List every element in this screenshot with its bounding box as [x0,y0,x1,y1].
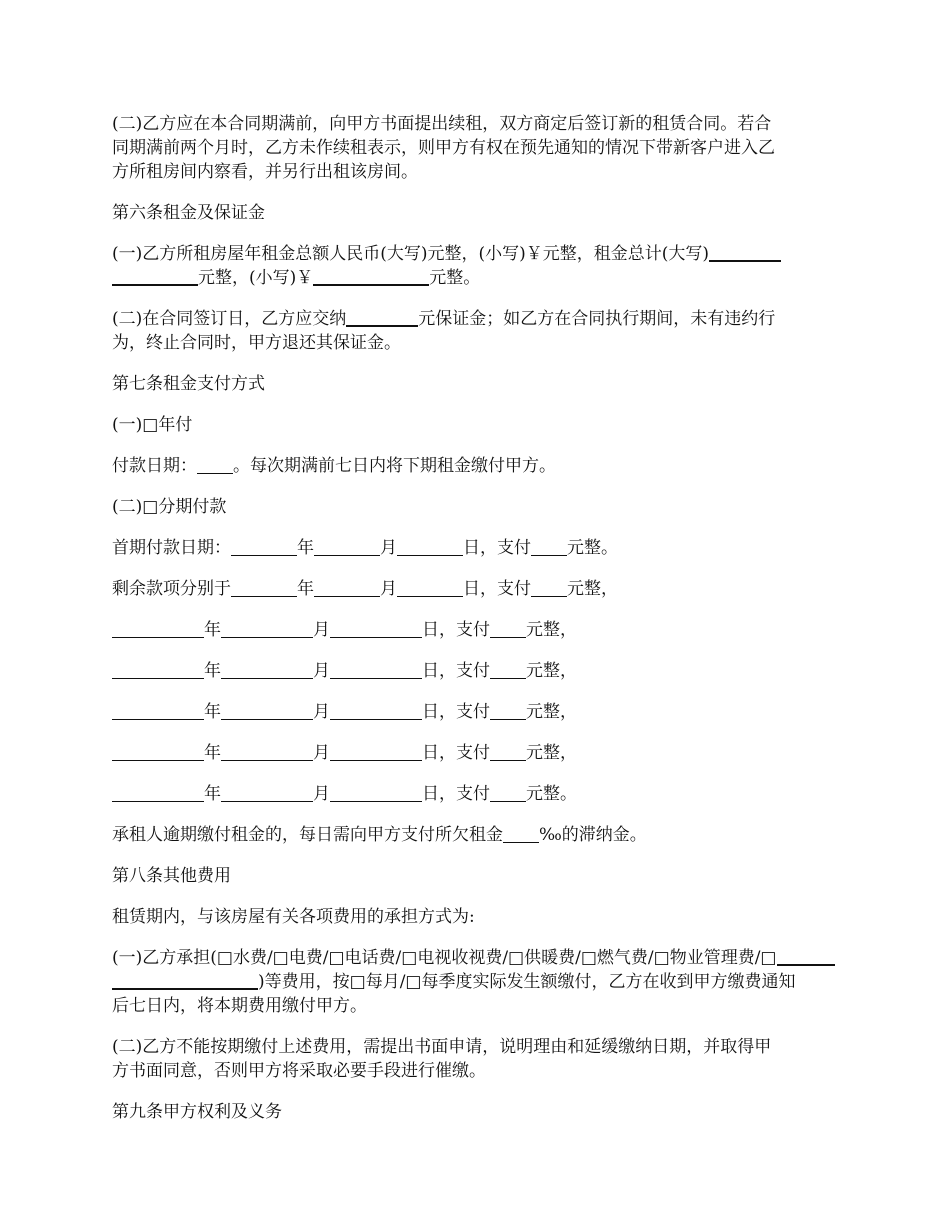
text-span: 月 [313,784,330,804]
text-span: 年 [204,784,221,804]
section-heading: 第九条甲方权利及义务 [112,1102,282,1122]
text-span: 元整。 [429,268,481,288]
text-span: 首期付款日期： [112,538,231,558]
text-line [112,307,838,331]
fill-blank[interactable] [221,742,313,761]
fill-blank[interactable] [231,578,297,597]
text-line [112,536,838,560]
text-line [112,659,838,683]
fill-blank[interactable] [112,619,204,638]
fill-blank[interactable] [397,578,463,597]
fill-blank[interactable] [112,742,204,761]
remaining-payment-line [112,577,838,601]
clause-6-2 [112,307,838,355]
text-line [112,577,838,601]
fill-blank[interactable] [221,619,313,638]
fill-blank[interactable] [313,266,429,286]
fill-blank[interactable] [314,578,380,597]
text-span: 元保证金；如乙方在合同执行期间，未有违约行 [418,309,776,329]
text-line [112,454,838,478]
fill-blank[interactable] [531,578,567,597]
text-span: 年 [204,661,221,681]
text-line: (二)乙方不能按期缴付上述费用，需提出书面申请，说明理由和延缓缴纳日期，并取得甲 [112,1037,772,1057]
text-line: (二)乙方应在本合同期满前，向甲方书面提出续租，双方商定后签订新的租赁合同。若合 [112,114,772,134]
option-annual [112,413,838,437]
text-span: 元整，(小写)￥ [198,268,314,288]
fill-blank[interactable] [112,783,204,802]
fill-blank[interactable] [490,660,526,679]
text-line: 租赁期内，与该房屋有关各项费用的承担方式为: [112,907,475,927]
fill-blank[interactable] [231,537,297,556]
text-span: 元整， [526,702,577,722]
text-line [112,266,838,290]
fill-blank[interactable] [330,742,422,761]
clause-6-1 [112,242,838,290]
text-line: 方书面同意，否则甲方将采取必要手段进行催缴。 [112,1061,486,1081]
fill-blank[interactable] [709,242,781,262]
text-line: (一)□年付 [112,415,193,435]
text-span: 月 [313,743,330,763]
installment-line [112,700,838,724]
heading-article-9 [112,1100,838,1124]
text-span: 元整， [526,620,577,640]
installment-line [112,659,838,683]
text-span: 日，支付 [422,661,490,681]
fill-blank[interactable] [490,783,526,802]
text-span: )等费用，按□每月/□每季度实际发生额缴付，乙方在收到甲方缴费通知 [258,972,796,992]
text-line [112,970,838,994]
text-span: 月 [313,661,330,681]
heading-article-8 [112,864,838,888]
installment-line [112,741,838,765]
text-span: 年 [297,579,314,599]
fill-blank[interactable] [490,701,526,720]
fill-blank[interactable] [330,619,422,638]
clause-8-2 [112,1035,838,1083]
clause-8-1 [112,946,838,1018]
text-span: 元整。 [567,538,618,558]
text-line: 方所租房间内察看，并另行出租该房间。 [112,162,418,182]
text-span: 年 [204,743,221,763]
section-heading: 第八条其他费用 [112,866,231,886]
text-line [112,242,838,266]
text-span: 承租人逾期缴付租金的，每日需向甲方支付所欠租金 [112,825,503,845]
text-span: 月 [380,538,397,558]
text-span: 日，支付 [463,579,531,599]
fill-blank[interactable] [490,742,526,761]
fill-blank[interactable] [330,783,422,802]
text-span: 日，支付 [463,538,531,558]
text-span: (二)在合同签订日，乙方应交纳 [112,309,347,329]
text-span: 月 [380,579,397,599]
text-span: 元整， [526,661,577,681]
fill-blank[interactable] [112,970,258,990]
fill-blank[interactable] [221,660,313,679]
fill-blank[interactable] [490,619,526,638]
installment-line [112,782,838,806]
fill-blank[interactable] [397,537,463,556]
text-span: 元整， [567,579,618,599]
section-heading: 第七条租金支付方式 [112,374,265,394]
fill-blank[interactable] [314,537,380,556]
fill-blank[interactable] [777,946,835,966]
text-span: 月 [313,620,330,640]
fill-blank[interactable] [330,701,422,720]
text-span: 元整， [526,743,577,763]
text-span: 日，支付 [422,784,490,804]
option-installment [112,495,838,519]
fill-blank[interactable] [503,824,539,843]
text-span: ‰的滞纳金。 [539,825,647,845]
first-payment-line [112,536,838,560]
text-line: 同期满前两个月时，乙方未作续租表示，则甲方有权在预先通知的情况下带新客户进入乙 [112,138,775,158]
text-line [112,946,838,970]
late-fee-line [112,823,838,847]
text-line: 为，终止合同时，甲方退还其保证金。 [112,333,401,353]
text-line [112,700,838,724]
text-span: 年 [297,538,314,558]
text-span: 付款日期： [112,456,197,476]
fill-blank[interactable] [221,701,313,720]
text-line: (二)□分期付款 [112,497,227,517]
text-line [112,782,838,806]
fill-blank[interactable] [197,455,233,474]
fill-blank[interactable] [531,537,567,556]
text-line: 后七日内，将本期费用缴付甲方。 [112,996,367,1016]
text-span: 年 [204,702,221,722]
text-line [112,741,838,765]
text-line [112,823,838,847]
text-span: 元整。 [526,784,577,804]
fill-blank[interactable] [221,783,313,802]
article-8-intro [112,905,838,929]
text-span: 月 [313,702,330,722]
fill-blank[interactable] [112,266,198,286]
heading-article-7 [112,372,838,396]
fill-blank[interactable] [330,660,422,679]
fill-blank[interactable] [112,660,204,679]
text-line [112,618,838,642]
text-span: 日，支付 [422,620,490,640]
text-span: 。每次期满前七日内将下期租金缴付甲方。 [233,456,556,476]
heading-article-6 [112,201,838,225]
text-span: 日，支付 [422,702,490,722]
clause-5-2 [112,112,838,184]
text-span: (一)乙方承担(□水费/□电费/□电话费/□电视收视费/□供暖费/□燃气费/□物业管理费/□ [112,948,777,968]
fill-blank[interactable] [346,307,418,327]
text-span: 年 [204,620,221,640]
text-span: 日，支付 [422,743,490,763]
text-span: (一)乙方所租房屋年租金总额人民币(大写)元整，(小写)￥元整，租金总计(大写) [112,244,710,264]
payment-date-line [112,454,838,478]
fill-blank[interactable] [112,701,204,720]
installment-line [112,618,838,642]
section-heading: 第六条租金及保证金 [112,203,265,223]
text-span: 剩余款项分别于 [112,579,231,599]
